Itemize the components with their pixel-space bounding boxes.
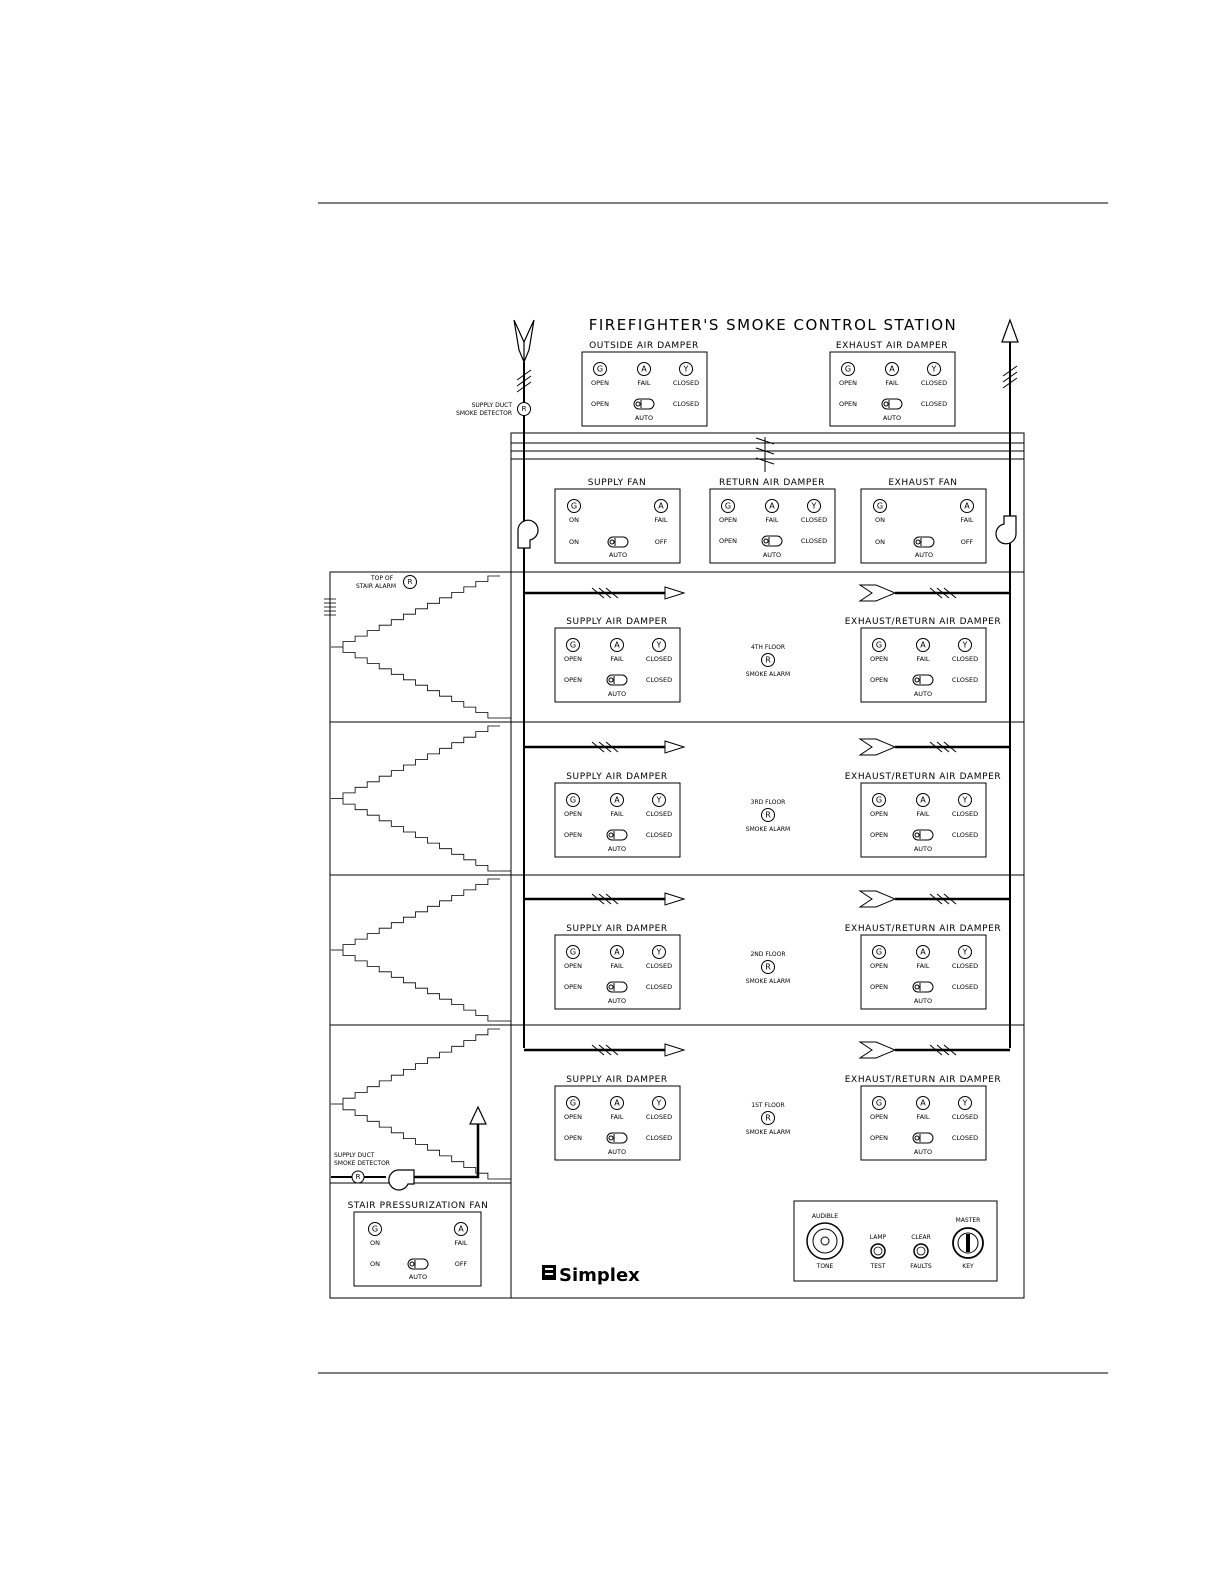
outside-air-damper-fail-indicator — [638, 363, 651, 376]
floor-2-exhaust-return-air-damper-open-switch-label: OPEN — [869, 983, 889, 991]
floor-1-exhaust-return-air-damper-auto-label: AUTO — [913, 1148, 933, 1156]
outside-air-damper-closed-indicator — [680, 363, 693, 376]
panel-title: FIREFIGHTER'S SMOKE CONTROL STATION — [588, 316, 958, 334]
floor-1-exhaust-return-air-damper-title: EXHAUST/RETURN AIR DAMPER — [844, 1075, 1002, 1085]
floor-3-supply-air-damper-open-switch-label: OPEN — [563, 831, 583, 839]
floor-1-exhaust-return-air-damper-fail-status: FAIL — [916, 1113, 930, 1121]
stair-fan-fail-status: FAIL — [454, 1239, 468, 1247]
floor-4-supply-air-damper-open-indicator — [567, 639, 580, 652]
floor-2-exhaust-return-air-damper-auto-label: AUTO — [913, 997, 933, 1005]
exhaust-air-damper-fail-indicator — [886, 363, 899, 376]
stair-fan-duct — [331, 1124, 478, 1177]
return-air-damper-open-indicator-letter: G — [724, 501, 732, 511]
supply-fan-fail-status: FAIL — [654, 516, 668, 524]
supply-fan-fail-indicator — [655, 500, 668, 513]
supply-fan-off-switch-label: OFF — [654, 538, 668, 546]
simplex-logo — [542, 1265, 640, 1286]
floor-4-supply-air-damper-closed-indicator — [653, 639, 666, 652]
floor-4-smoke-alarm-indicator-letter: R — [765, 655, 771, 665]
floor-3-exhaust-return-air-damper-open-status: OPEN — [869, 810, 889, 818]
outside-air-damper-closed-switch-label: CLOSED — [672, 400, 700, 408]
floor-3-exhaust-return-air-damper-open-indicator-letter: G — [875, 795, 883, 805]
exhaust-fan-on-switch-label: ON — [875, 538, 885, 546]
floor-4-smoke-alarm-indicator — [762, 654, 775, 667]
outside-air-damper-open-status: OPEN — [590, 379, 610, 387]
main-ducts — [511, 338, 1024, 1048]
floor-2-exhaust-return-air-damper-closed-status: CLOSED — [951, 962, 979, 970]
floor-4-exhaust-return-air-damper-closed-switch-label: CLOSED — [951, 676, 979, 684]
exhaust-fan-on-indicator — [874, 500, 887, 513]
lamp-label: LAMP — [869, 1234, 887, 1241]
floor-1-exhaust-return-air-damper-mode-switch[interactable] — [913, 1133, 933, 1143]
floor-3-supply-air-damper-auto-label: AUTO — [607, 845, 627, 853]
supply-fan-auto-label: AUTO — [608, 551, 628, 559]
floor-2-exhaust-return-air-damper-closed-indicator-letter: Y — [962, 947, 968, 957]
exhaust-air-damper-fail-indicator-letter: A — [889, 364, 895, 374]
brand-name: Simplex — [559, 1265, 640, 1286]
key-label: KEY — [962, 1263, 974, 1270]
outside-air-damper-title: OUTSIDE AIR DAMPER — [589, 341, 699, 351]
floor-2-stair-flight — [343, 879, 500, 1021]
exhaust-fan-fail-indicator — [961, 500, 974, 513]
floor-2-exhaust-return-air-damper-open-indicator — [873, 946, 886, 959]
return-air-damper-fail-indicator — [766, 500, 779, 513]
floor-4-exhaust-return-air-damper-open-status: OPEN — [869, 655, 889, 663]
outside-air-damper-open-indicator-letter: G — [596, 364, 604, 374]
exhaust-air-damper-fail-status: FAIL — [885, 379, 899, 387]
floor-1-supply-air-damper-closed-indicator — [653, 1097, 666, 1110]
exhaust-fan-off-switch-label: OFF — [960, 538, 974, 546]
stair-duct-detector-label-2: SMOKE DETECTOR — [334, 1160, 390, 1167]
top-of-stair-label-2: STAIR ALARM — [356, 583, 396, 590]
floor-1-supply-air-damper-open-indicator — [567, 1097, 580, 1110]
exhaust-air-damper-open-indicator — [842, 363, 855, 376]
floor-2-supply-air-damper-open-status: OPEN — [563, 962, 583, 970]
floor-3-supply-air-damper-closed-indicator-letter: Y — [656, 795, 662, 805]
return-air-damper-closed-indicator — [808, 500, 821, 513]
supply-fan-title: SUPPLY FAN — [587, 478, 647, 488]
floor-4-exhaust-return-air-damper-open-indicator-letter: G — [875, 640, 883, 650]
floor-1-supply-air-damper-open-indicator-letter: G — [569, 1098, 577, 1108]
return-air-damper-fail-indicator-letter: A — [769, 501, 775, 511]
floor-3-supply-air-damper-mode-switch[interactable] — [607, 830, 627, 840]
floor-2-supply-air-damper-closed-status: CLOSED — [645, 962, 673, 970]
return-air-damper-open-indicator — [722, 500, 735, 513]
floor-2-supply-air-damper-fail-indicator-letter: A — [614, 947, 620, 957]
return-air-damper-closed-switch-label: CLOSED — [800, 537, 828, 545]
supply-fan-icon — [518, 520, 538, 548]
floor-4-exhaust-return-air-damper-fail-indicator-letter: A — [920, 640, 926, 650]
stair-fan-on-switch-label: ON — [370, 1260, 380, 1268]
outside-air-damper-fail-status: FAIL — [637, 379, 651, 387]
floor-4-supply-air-damper-fail-indicator-letter: A — [614, 640, 620, 650]
floor-2-exhaust-return-air-damper-fail-status: FAIL — [916, 962, 930, 970]
floor-3-supply-air-damper-fail-indicator-letter: A — [614, 795, 620, 805]
floor-2-smoke-alarm-indicator-letter: R — [765, 962, 771, 972]
floor-4-supply-air-damper-fail-status: FAIL — [610, 655, 624, 663]
supply-fan-on-indicator-letter: G — [570, 501, 578, 511]
stair-fan-outlet-icon — [470, 1107, 486, 1124]
stair-fan-mode-switch[interactable] — [408, 1259, 428, 1269]
floor-1-supply-air-damper-fail-indicator-letter: A — [614, 1098, 620, 1108]
floor-4-supply-air-damper-open-switch-label: OPEN — [563, 676, 583, 684]
floor-2-smoke-alarm-label: SMOKE ALARM — [745, 978, 791, 985]
exhaust-air-damper-open-switch-label: OPEN — [838, 400, 858, 408]
return-air-damper-fail-status: FAIL — [765, 516, 779, 524]
floor-3-exhaust-return-air-damper-mode-switch[interactable] — [913, 830, 933, 840]
floor-3-supply-air-damper-closed-indicator — [653, 794, 666, 807]
floor-1-supply-air-damper-title: SUPPLY AIR DAMPER — [566, 1075, 668, 1085]
return-air-damper-closed-indicator-letter: Y — [811, 501, 817, 511]
floor-2-supply-air-damper-fail-indicator — [611, 946, 624, 959]
floor-4-supply-air-damper-open-indicator-letter: G — [569, 640, 577, 650]
floor-3-smoke-alarm-label: SMOKE ALARM — [745, 826, 791, 833]
floor-2-exhaust-return-air-damper-mode-switch[interactable] — [913, 982, 933, 992]
stair-duct-detector-label-1: SUPPLY DUCT — [334, 1152, 375, 1159]
stair-fan-title: STAIR PRESSURIZATION FAN — [347, 1201, 489, 1211]
floor-2-exhaust-return-air-damper-fail-indicator — [917, 946, 930, 959]
exhaust-fan-fail-status: FAIL — [960, 516, 974, 524]
master-label: MASTER — [955, 1217, 981, 1224]
return-air-damper-mode-switch[interactable] — [762, 536, 782, 546]
stair-fan-auto-label: AUTO — [408, 1273, 428, 1281]
floor-3-exhaust-return-air-damper-closed-indicator-letter: Y — [962, 795, 968, 805]
floor-2-supply-air-damper-fail-status: FAIL — [610, 962, 624, 970]
supply-duct-detector-letter: R — [521, 405, 527, 413]
floor-2-supply-air-damper-closed-switch-label: CLOSED — [645, 983, 673, 991]
floor-3-exhaust-return-air-damper-fail-indicator — [917, 794, 930, 807]
top-of-stair-label-1: TOP OF — [370, 575, 394, 582]
floor-1-supply-air-damper-closed-indicator-letter: Y — [656, 1098, 662, 1108]
floor-4-exhaust-return-air-damper-fail-status: FAIL — [916, 655, 930, 663]
clear-faults-button[interactable] — [910, 1234, 932, 1270]
supply-fan-on-switch-label: ON — [569, 538, 579, 546]
floor-4-exhaust-return-air-damper-auto-label: AUTO — [913, 690, 933, 698]
floor-1-supply-air-damper-open-status: OPEN — [563, 1113, 583, 1121]
floor-1-supply-air-damper-mode-switch[interactable] — [607, 1133, 627, 1143]
exhaust-air-damper-auto-label: AUTO — [882, 414, 902, 422]
stair-section-frame — [330, 572, 511, 1298]
outside-air-intake-icon — [514, 320, 534, 362]
return-air-damper-open-status: OPEN — [718, 516, 738, 524]
floor-1-exhaust-return-air-damper-open-status: OPEN — [869, 1113, 889, 1121]
floor-3-supply-air-damper-open-indicator-letter: G — [569, 795, 577, 805]
floor-4-exhaust-return-air-damper-open-switch-label: OPEN — [869, 676, 889, 684]
exhaust-air-damper-closed-indicator-letter: Y — [931, 364, 937, 374]
floor-4-supply-air-damper-mode-switch[interactable] — [607, 675, 627, 685]
floor-3-exhaust-return-air-damper-closed-status: CLOSED — [951, 810, 979, 818]
exhaust-outlet-icon — [1002, 320, 1018, 342]
floor-2-smoke-alarm-indicator — [762, 961, 775, 974]
exhaust-air-damper-mode-switch[interactable] — [882, 399, 902, 409]
floor-1-smoke-alarm-indicator — [762, 1112, 775, 1125]
floor-1-supply-air-damper-closed-switch-label: CLOSED — [645, 1134, 673, 1142]
floor-3-exhaust-return-air-damper-closed-switch-label: CLOSED — [951, 831, 979, 839]
floor-3-supply-air-damper-closed-switch-label: CLOSED — [645, 831, 673, 839]
supply-fan-fail-indicator-letter: A — [658, 501, 664, 511]
floor-3-exhaust-return-air-damper-title: EXHAUST/RETURN AIR DAMPER — [844, 772, 1002, 782]
floor-3-supply-air-damper-open-indicator — [567, 794, 580, 807]
exhaust-air-damper-open-status: OPEN — [838, 379, 858, 387]
lamp-test-button[interactable] — [870, 1234, 887, 1270]
floor-1-exhaust-return-air-damper-closed-indicator — [959, 1097, 972, 1110]
floor-3-floor-label: 3RD FLOOR — [750, 799, 786, 806]
floor-1-ducts — [524, 1042, 1010, 1058]
floor-1-floor-label: 1ST FLOOR — [751, 1102, 785, 1109]
master-key-switch[interactable] — [953, 1217, 983, 1270]
floor-3-supply-air-damper-title: SUPPLY AIR DAMPER — [566, 772, 668, 782]
return-air-damper-open-switch-label: OPEN — [718, 537, 738, 545]
floor-4-exhaust-return-air-damper-mode-switch[interactable] — [913, 675, 933, 685]
floor-2-supply-air-damper-closed-indicator — [653, 946, 666, 959]
floor-2-exhaust-return-air-damper-closed-indicator — [959, 946, 972, 959]
floor-3-exhaust-return-air-damper-fail-status: FAIL — [916, 810, 930, 818]
floor-4-exhaust-return-air-damper-title: EXHAUST/RETURN AIR DAMPER — [844, 617, 1002, 627]
floor-4-floor-label: 4TH FLOOR — [750, 644, 786, 651]
tone-label: TONE — [816, 1263, 834, 1270]
floor-1-smoke-alarm-label: SMOKE ALARM — [745, 1129, 791, 1136]
floor-2-supply-air-damper-open-indicator-letter: G — [569, 947, 577, 957]
floor-4-exhaust-return-air-damper-closed-indicator — [959, 639, 972, 652]
outside-air-damper-closed-status: CLOSED — [672, 379, 700, 387]
stair-fan-fail-indicator — [455, 1223, 468, 1236]
floor-4-supply-air-damper-closed-indicator-letter: Y — [656, 640, 662, 650]
stair-duct-detector-letter: R — [355, 1173, 361, 1181]
exhaust-air-damper-open-indicator-letter: G — [844, 364, 852, 374]
floor-4-smoke-alarm-label: SMOKE ALARM — [745, 671, 791, 678]
floor-1-exhaust-return-air-damper-open-switch-label: OPEN — [869, 1134, 889, 1142]
outside-air-damper-fail-indicator-letter: A — [641, 364, 647, 374]
floor-1-exhaust-return-air-damper-fail-indicator-letter: A — [920, 1098, 926, 1108]
supply-duct-detector-label-2: SMOKE DETECTOR — [456, 410, 512, 417]
floor-3-stair-flight — [343, 726, 500, 871]
supply-fan-on-indicator — [568, 500, 581, 513]
floor-2-ducts — [524, 891, 1010, 907]
stair-fan-on-indicator — [369, 1223, 382, 1236]
exhaust-air-damper-closed-switch-label: CLOSED — [920, 400, 948, 408]
floor-1-exhaust-return-air-damper-open-indicator-letter: G — [875, 1098, 883, 1108]
top-of-stair-alarm-letter: R — [407, 578, 413, 586]
floor-2-exhaust-return-air-damper-title: EXHAUST/RETURN AIR DAMPER — [844, 924, 1002, 934]
outside-air-damper-mode-switch[interactable] — [634, 399, 654, 409]
floor-4-exhaust-return-air-damper-open-indicator — [873, 639, 886, 652]
exhaust-air-damper-closed-indicator — [928, 363, 941, 376]
floor-2-exhaust-return-air-damper-open-status: OPEN — [869, 962, 889, 970]
floor-4-ducts — [524, 585, 1010, 601]
floor-3-exhaust-return-air-damper-closed-indicator — [959, 794, 972, 807]
exhaust-fan-fail-indicator-letter: A — [964, 501, 970, 511]
floor-2-supply-air-damper-title: SUPPLY AIR DAMPER — [566, 924, 668, 934]
outside-air-damper-open-indicator — [594, 363, 607, 376]
return-air-damper-closed-status: CLOSED — [800, 516, 828, 524]
floor-4-supply-air-damper-title: SUPPLY AIR DAMPER — [566, 617, 668, 627]
floor-2-supply-air-damper-open-indicator — [567, 946, 580, 959]
floor-4-supply-air-damper-auto-label: AUTO — [607, 690, 627, 698]
floor-4-supply-air-damper-closed-status: CLOSED — [645, 655, 673, 663]
floor-2-exhaust-return-air-damper-closed-switch-label: CLOSED — [951, 983, 979, 991]
test-label: TEST — [870, 1263, 886, 1270]
floor-2-supply-air-damper-mode-switch[interactable] — [607, 982, 627, 992]
exhaust-air-damper-title: EXHAUST AIR DAMPER — [835, 341, 949, 351]
floor-1-supply-air-damper-fail-status: FAIL — [610, 1113, 624, 1121]
floor-1-exhaust-return-air-damper-closed-indicator-letter: Y — [962, 1098, 968, 1108]
faults-label: FAULTS — [910, 1263, 932, 1270]
stair-fan-on-status: ON — [370, 1239, 380, 1247]
stair-fan-off-switch-label: OFF — [454, 1260, 468, 1268]
supply-fan-mode-switch[interactable] — [608, 537, 628, 547]
floor-3-smoke-alarm-indicator — [762, 809, 775, 822]
floor-3-supply-air-damper-closed-status: CLOSED — [645, 810, 673, 818]
exhaust-fan-on-indicator-letter: G — [876, 501, 884, 511]
exhaust-fan-on-status: ON — [875, 516, 885, 524]
floor-4-supply-air-damper-open-status: OPEN — [563, 655, 583, 663]
floor-1-exhaust-return-air-damper-fail-indicator — [917, 1097, 930, 1110]
floor-3-exhaust-return-air-damper-open-switch-label: OPEN — [869, 831, 889, 839]
outside-air-damper-auto-label: AUTO — [634, 414, 654, 422]
outside-air-damper-open-switch-label: OPEN — [590, 400, 610, 408]
stair-fan-icon — [389, 1170, 414, 1190]
exhaust-fan-auto-label: AUTO — [914, 551, 934, 559]
floor-3-ducts — [524, 739, 1010, 755]
audible-tone-button[interactable] — [807, 1213, 843, 1270]
return-air-damper-auto-label: AUTO — [762, 551, 782, 559]
floor-4-supply-air-damper-fail-indicator — [611, 639, 624, 652]
floor-2-supply-air-damper-open-switch-label: OPEN — [563, 983, 583, 991]
supply-duct-detector-label-1: SUPPLY DUCT — [471, 402, 512, 409]
floor-2-exhaust-return-air-damper-open-indicator-letter: G — [875, 947, 883, 957]
floor-1-exhaust-return-air-damper-closed-switch-label: CLOSED — [951, 1134, 979, 1142]
floor-4-stair-flight — [343, 576, 500, 718]
exhaust-fan-icon — [996, 516, 1016, 544]
stair-fan-fail-indicator-letter: A — [458, 1224, 464, 1234]
floor-2-exhaust-return-air-damper-fail-indicator-letter: A — [920, 947, 926, 957]
panel-modules — [331, 341, 1010, 1281]
outside-air-damper-closed-indicator-letter: Y — [683, 364, 689, 374]
floor-3-supply-air-damper-fail-status: FAIL — [610, 810, 624, 818]
supply-fan-on-status: ON — [569, 516, 579, 524]
return-air-damper-title: RETURN AIR DAMPER — [718, 478, 826, 488]
floor-3-exhaust-return-air-damper-open-indicator — [873, 794, 886, 807]
exhaust-fan-title: EXHAUST FAN — [888, 478, 958, 488]
floor-3-exhaust-return-air-damper-fail-indicator-letter: A — [920, 795, 926, 805]
floor-1-exhaust-return-air-damper-open-indicator — [873, 1097, 886, 1110]
floor-3-supply-air-damper-open-status: OPEN — [563, 810, 583, 818]
floor-2-supply-air-damper-auto-label: AUTO — [607, 997, 627, 1005]
floor-1-supply-air-damper-auto-label: AUTO — [607, 1148, 627, 1156]
floor-1-supply-air-damper-closed-status: CLOSED — [645, 1113, 673, 1121]
clear-label: CLEAR — [911, 1234, 931, 1241]
floor-1-supply-air-damper-open-switch-label: OPEN — [563, 1134, 583, 1142]
floor-4-exhaust-return-air-damper-closed-indicator-letter: Y — [962, 640, 968, 650]
stair-fan-on-indicator-letter: G — [371, 1224, 379, 1234]
floor-3-exhaust-return-air-damper-auto-label: AUTO — [913, 845, 933, 853]
floor-2-supply-air-damper-closed-indicator-letter: Y — [656, 947, 662, 957]
floor-2-floor-label: 2ND FLOOR — [750, 951, 786, 958]
floor-1-supply-air-damper-fail-indicator — [611, 1097, 624, 1110]
floor-1-smoke-alarm-indicator-letter: R — [765, 1113, 771, 1123]
floor-3-smoke-alarm-indicator-letter: R — [765, 810, 771, 820]
floor-4-exhaust-return-air-damper-closed-status: CLOSED — [951, 655, 979, 663]
exhaust-fan-mode-switch[interactable] — [914, 537, 934, 547]
floor-3-supply-air-damper-fail-indicator — [611, 794, 624, 807]
speaker-icon — [807, 1223, 843, 1259]
exhaust-air-damper-closed-status: CLOSED — [920, 379, 948, 387]
floor-1-exhaust-return-air-damper-closed-status: CLOSED — [951, 1113, 979, 1121]
audible-label: AUDIBLE — [811, 1213, 839, 1220]
floor-4-exhaust-return-air-damper-fail-indicator — [917, 639, 930, 652]
floor-4-supply-air-damper-closed-switch-label: CLOSED — [645, 676, 673, 684]
